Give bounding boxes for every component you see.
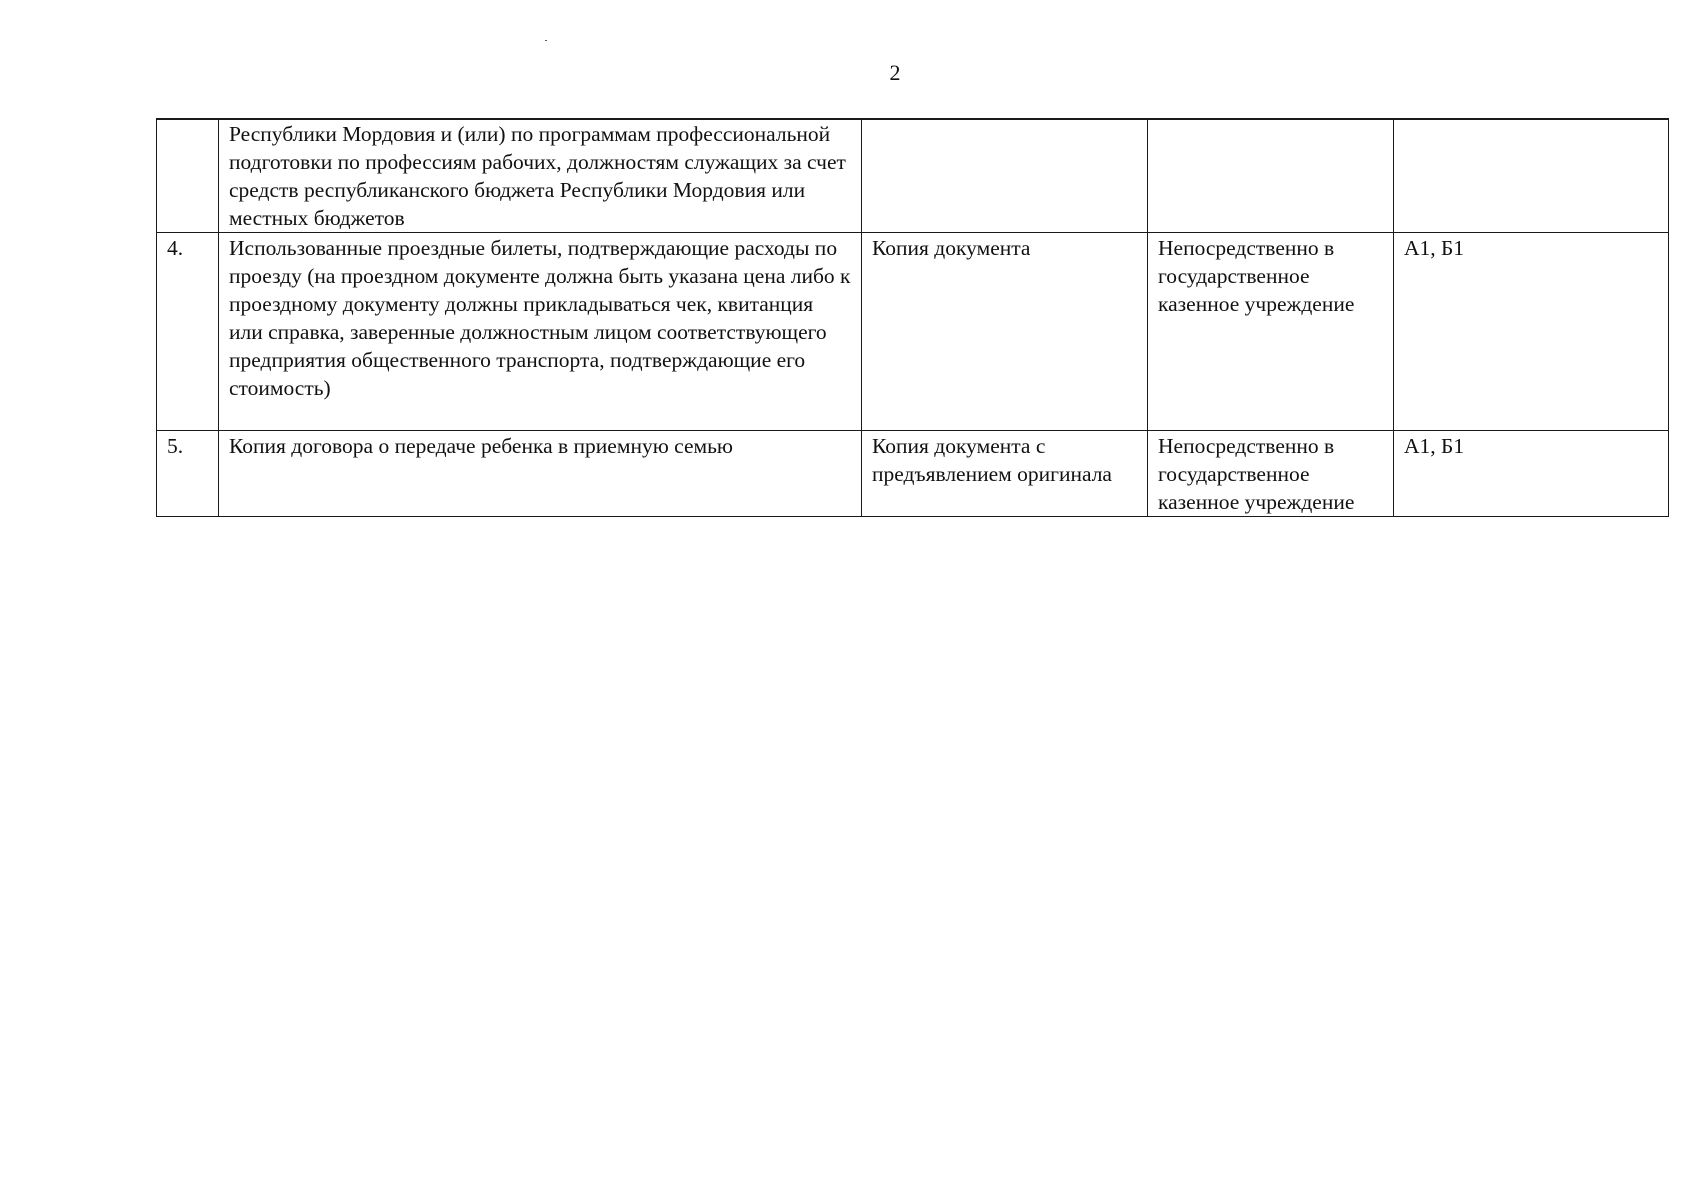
- document-name-cell: Республики Мордовия и (или) по программам профессиональной подготовки по профессиям рабочих, должностям служащих за счет средств республиканского бюджета Республики Мордовия или местных бюджетов: [219, 119, 862, 233]
- row-number-cell: [157, 119, 219, 233]
- row-number-cell: 5.: [157, 431, 219, 517]
- document-name-cell: Использованные проездные билеты, подтверждающие расходы по проезду (на проездном документе должна быть указана цена либо к проездному документу должны прикладываться чек, квитанция или справка, заверенные должностным лицом соответствующего предприятия общественного транспорта, подтверждающие его стоимость): [219, 233, 862, 431]
- submission-method-cell: Непосредственно в государственное казенное учреждение: [1148, 431, 1394, 517]
- table-row: [157, 119, 1669, 233]
- table-row: [157, 233, 1669, 431]
- row-number-cell: 4.: [157, 233, 219, 431]
- category-code-cell: [1394, 119, 1669, 233]
- submission-method-cell: [1148, 119, 1394, 233]
- category-code-cell: А1, Б1: [1394, 233, 1669, 431]
- table-row: [157, 431, 1669, 517]
- document-form-cell: Копия документа с предъявлением оригинала: [862, 431, 1148, 517]
- scan-speck: [545, 40, 547, 41]
- submission-method-cell: Непосредственно в государственное казенное учреждение: [1148, 233, 1394, 431]
- document-form-cell: Копия документа: [862, 233, 1148, 431]
- documents-table: [156, 118, 1669, 517]
- page-number: 2: [889, 60, 901, 85]
- document-name-cell: Копия договора о передаче ребенка в приемную семью: [219, 431, 862, 517]
- document-form-cell: [862, 119, 1148, 233]
- category-code-cell: А1, Б1: [1394, 431, 1669, 517]
